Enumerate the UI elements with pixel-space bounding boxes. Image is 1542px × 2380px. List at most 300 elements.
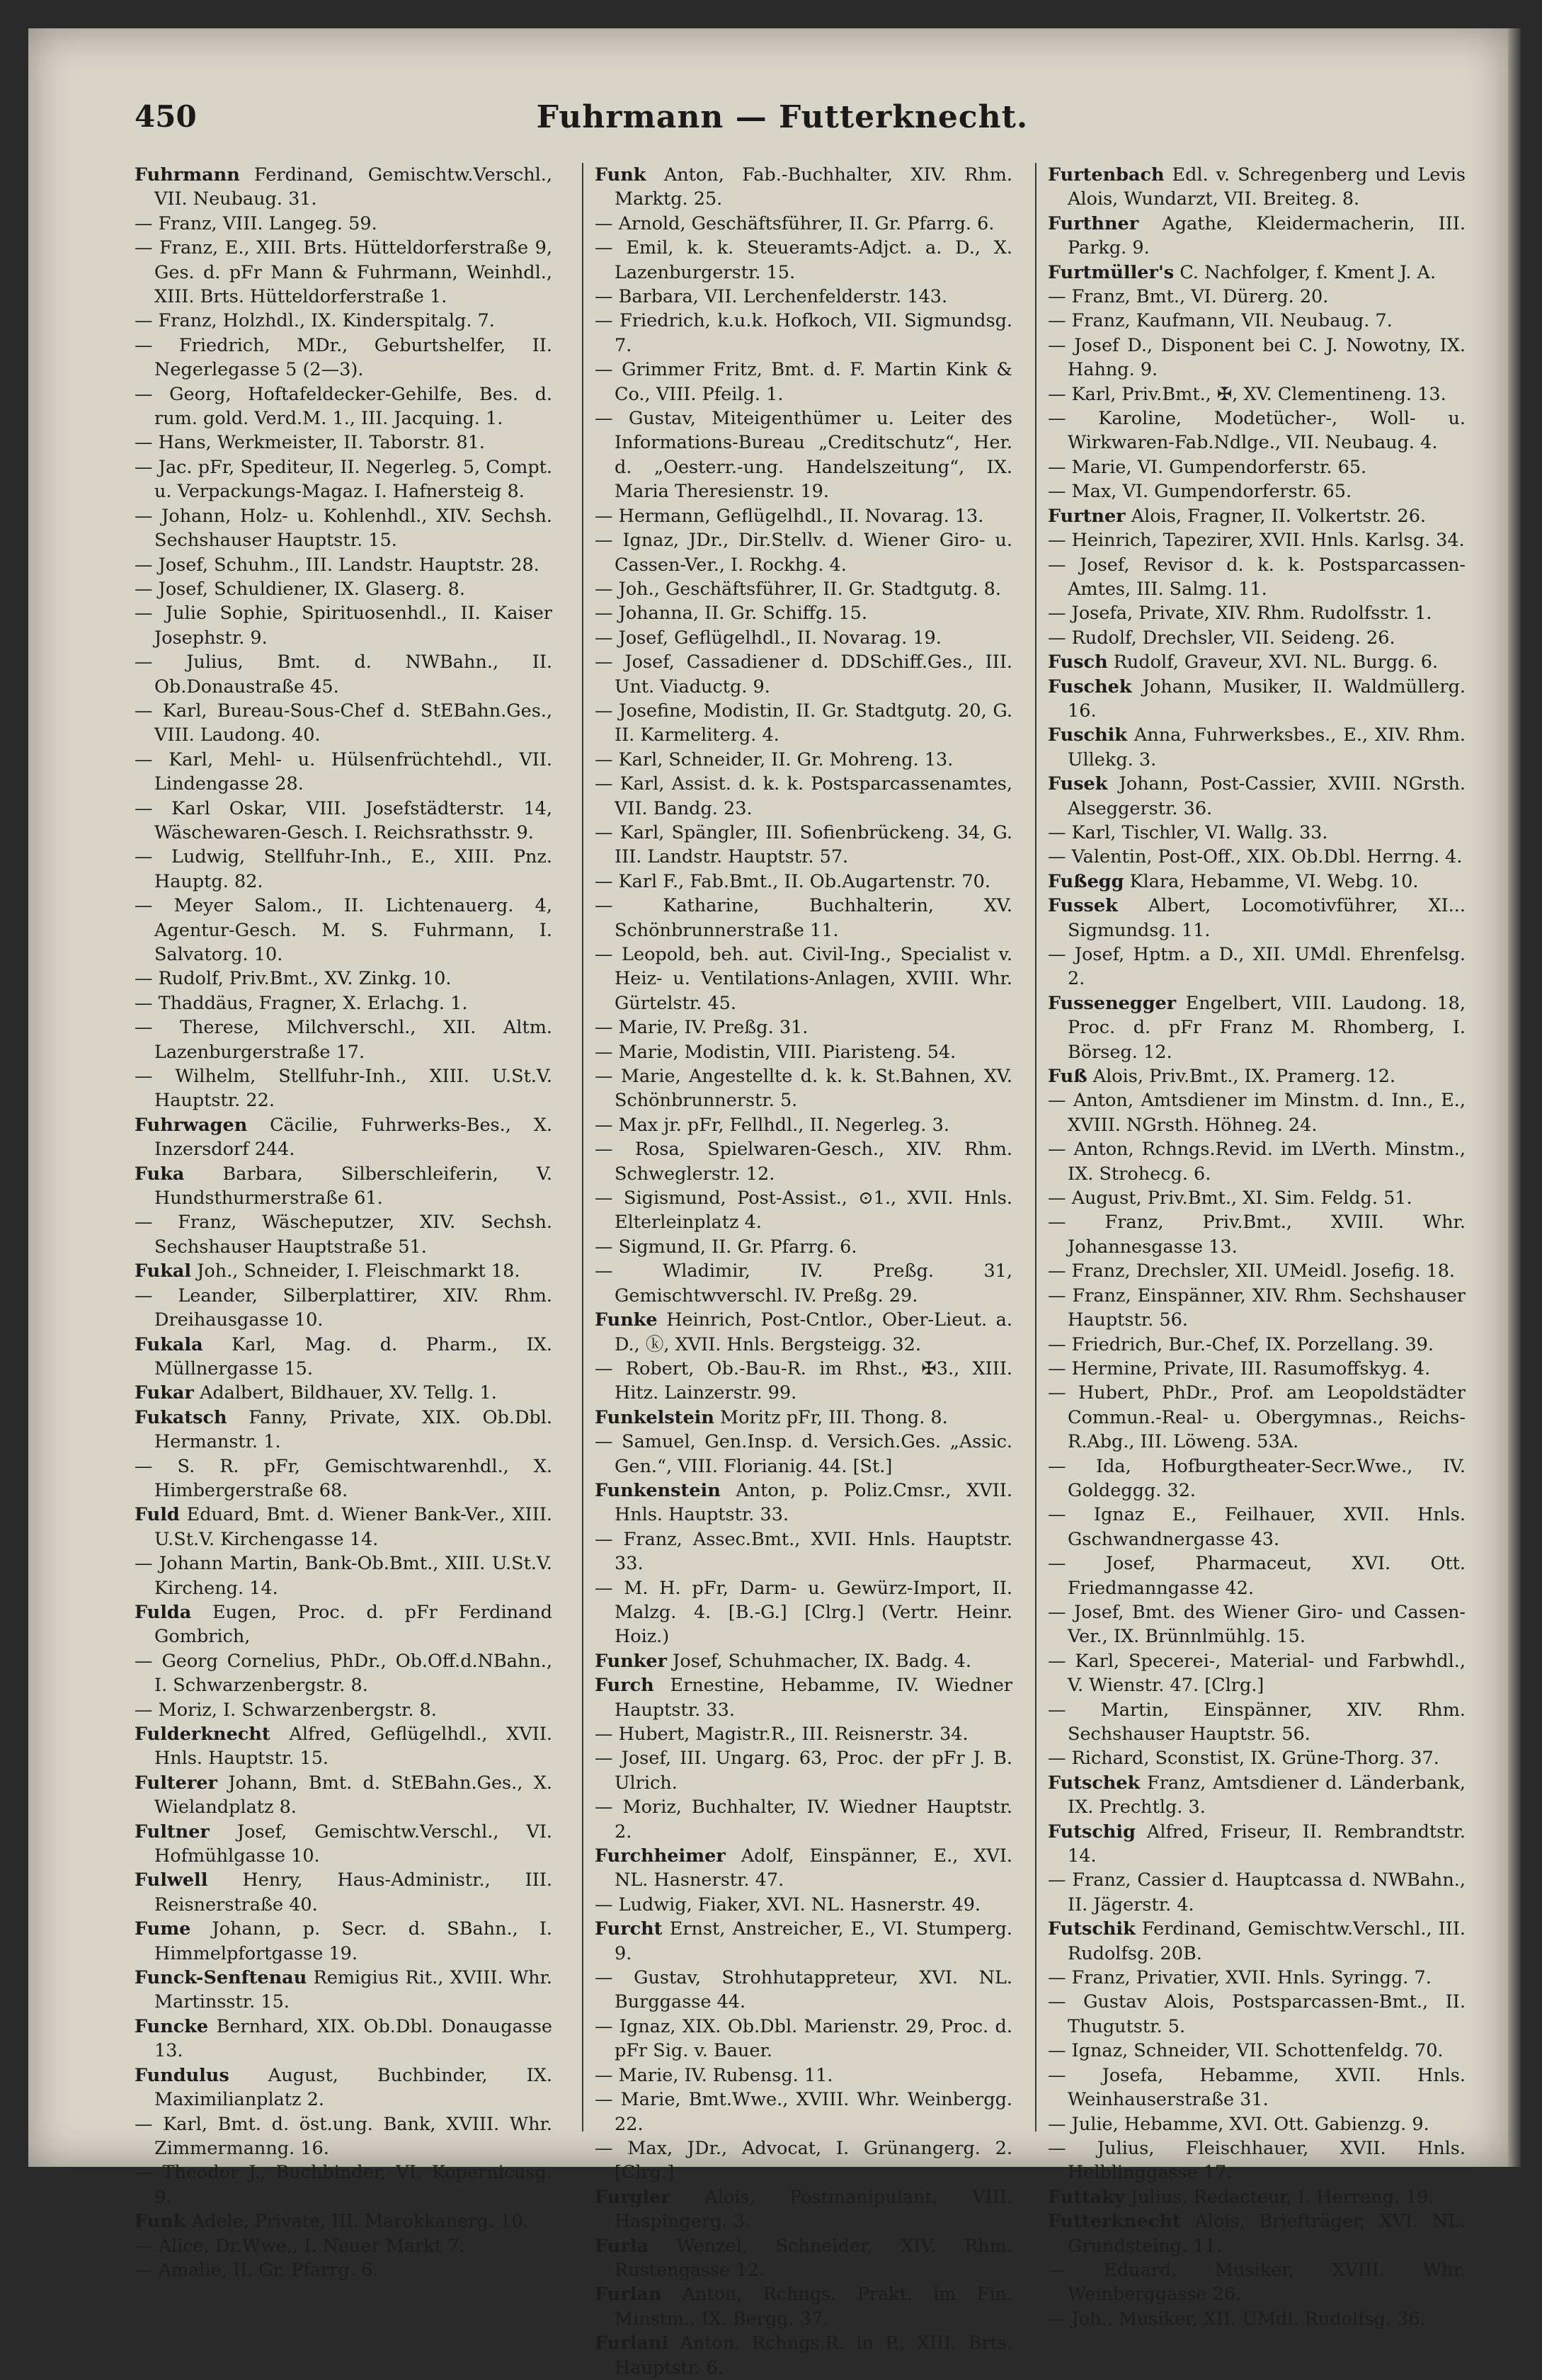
entry-details: Anton, p. Poliz.Cmsr., XVII. Hnls. Hauptstr. 33.	[615, 1479, 1012, 1526]
entry-details: — Karl, Bureau-Sous-Chef d. StEBahn.Ges., VIII. Laudong. 40.	[135, 700, 552, 746]
entry-details: — Ignaz, JDr., Dir.Stellv. d. Wiener Giro- u. Cassen-Ver., I. Rockhg. 4.	[595, 530, 1012, 576]
directory-entry	[595, 1844, 1012, 1893]
entry-surname: Funke	[595, 1309, 658, 1331]
directory-entry	[135, 1503, 552, 1551]
entry-details: — Sigmund, II. Gr. Pfarrg. 6.	[595, 1236, 857, 1258]
directory-entry	[595, 212, 1012, 236]
directory-entry	[1048, 1600, 1466, 1649]
directory-entry	[595, 406, 1012, 504]
directory-entry	[1048, 1454, 1466, 1503]
directory-entry	[595, 1893, 1012, 1917]
entry-surname: Furla	[595, 2235, 649, 2257]
directory-entry	[595, 1113, 1012, 1137]
entry-surname: Furlan	[595, 2284, 662, 2306]
entry-details: Julius, Redacteur, I. Herreng. 19.	[1130, 2186, 1434, 2208]
entry-details: — Karl, Tischler, VI. Wallg. 33.	[1048, 821, 1328, 843]
directory-entry	[135, 1162, 552, 1211]
entry-details: — Hubert, PhDr., Prof. am Leopoldstädter Commun.-Real- u. Obergymnas., Reichs-R.Abg., III. Löweng. 53A.	[1048, 1382, 1466, 1453]
entry-details: — Hans, Werkmeister, II. Taborstr. 81.	[135, 432, 486, 454]
entry-details: Adolf, Einspänner, E., XVI. NL. Hasnerstr. 47.	[615, 1845, 1013, 1891]
directory-entry	[595, 1040, 1012, 1064]
directory-entry	[595, 626, 1012, 650]
entry-surname: Fussek	[1048, 895, 1118, 917]
entry-details: — Arnold, Geschäftsführer, II. Gr. Pfarrg. 6.	[595, 212, 995, 234]
entry-surname: Fundulus	[135, 2064, 229, 2086]
entry-surname: Fulterer	[135, 1772, 217, 1794]
entry-details: — Gustav, Miteigenthümer u. Leiter des Informations-Bureau „Creditschutz“, Her. d. „Oesterr.-ung. Handelszeitung“, IX. Maria Theresienstr. 19.	[595, 408, 1012, 503]
entry-details: — Rosa, Spielwaren-Gesch., XIV. Rhm. Schweglerstr. 12.	[595, 1139, 1012, 1185]
entry-details: — Barbara, VII. Lerchenfelderstr. 143.	[595, 286, 948, 308]
entry-surname: Funck-Senftenau	[135, 1967, 307, 1989]
column-divider	[582, 163, 583, 2131]
directory-entry	[1048, 943, 1466, 991]
entry-details: Wenzel, Schneider, XIV. Rhm. Rustengasse 12.	[615, 2235, 1013, 2281]
entry-surname: Fuschik	[1048, 724, 1127, 746]
entry-details: — Anton, Amtsdiener im Minstm. d. Inn., E., XVIII. NGrsth. Höhneg. 24.	[1048, 1090, 1466, 1136]
entry-details: Alois, Postmanipulant, VIII. Haspingerg. 3.	[615, 2186, 1013, 2233]
directory-entry	[595, 772, 1012, 821]
entry-details: — Moriz, I. Schwarzenbergstr. 8.	[135, 1699, 437, 1721]
directory-entry	[1048, 1771, 1466, 1820]
directory-entry	[1048, 479, 1466, 503]
entry-details: — Josef, Bmt. des Wiener Giro- und Cassen-Ver., IX. Brünnlmühlg. 15.	[1048, 1601, 1466, 1648]
entry-details: — Franz, Wäscheputzer, XIV. Sechsh. Sechshauser Hauptstraße 51.	[135, 1212, 552, 1258]
directory-entry	[1048, 2258, 1466, 2307]
directory-entry	[1048, 261, 1466, 285]
directory-entry	[135, 650, 552, 699]
directory-entry	[595, 1235, 1012, 1259]
entry-details: Karl, Mag. d. Pharm., IX. Müllnergasse 15.	[154, 1333, 552, 1379]
entry-details: — Valentin, Post-Off., XIX. Ob.Dbl. Herrng. 4.	[1048, 846, 1463, 868]
directory-entry	[595, 163, 1012, 212]
entry-details: Ferdinand, Gemischtw.Verschl., VII. Neubaug. 31.	[154, 164, 552, 210]
directory-entry	[135, 1113, 552, 1162]
entry-details: — Josef, Revisor d. k. k. Postsparcassen-Amtes, III. Salmg. 11.	[1048, 554, 1466, 600]
entry-details: Alfred, Friseur, II. Rembrandtstr. 14.	[1068, 1821, 1466, 1867]
directory-entry	[595, 1746, 1012, 1795]
entry-details: — M. H. pFr, Darm- u. Gewürz-Import, II. Malzg. 4. [B.-G.] [Clrg.] (Vertr. Heinr. Hoiz.)	[595, 1577, 1012, 1648]
entry-surname: Fuß	[1048, 1066, 1087, 1088]
directory-entry	[135, 1064, 552, 1113]
directory-entry	[595, 1795, 1012, 1844]
page-title: Fuhrmann — Futterknecht.	[536, 99, 1029, 135]
entry-details: — Leopold, beh. aut. Civil-Ing., Specialist v. Heiz- u. Ventilations-Anlagen, XVIII. Whr. Gürtelstr. 45.	[595, 944, 1012, 1014]
entry-details: — Josefa, Private, XIV. Rhm. Rudolfsstr. 1.	[1048, 603, 1432, 625]
entry-details: Cäcilie, Fuhrwerks-Bes., X. Inzersdorf 244.	[154, 1114, 552, 1161]
directory-entry	[135, 309, 552, 333]
directory-entry	[135, 967, 552, 991]
directory-entry	[135, 1406, 552, 1454]
directory-entry	[595, 1064, 1012, 1113]
entry-details: — S. R. pFr, Gemischtwarenhdl., X. Himbergerstraße 68.	[135, 1455, 552, 1501]
directory-entry	[135, 797, 552, 845]
entry-surname: Fuschek	[1048, 676, 1132, 698]
directory-entry	[1048, 2112, 1466, 2136]
entry-details: — Franz, E., XIII. Brts. Hütteldorferstraße 9, Ges. d. pFr Mann & Fuhrmann, Weinhdl., XIII. Brts. Hütteldorferstraße 1.	[135, 237, 552, 308]
entry-details: Anton, Rchngs.R. in P., XIII. Brts. Hauptstr. 6.	[615, 2333, 1012, 2379]
directory-entry	[1048, 2136, 1466, 2185]
directory-entry	[135, 577, 552, 601]
directory-entry	[135, 2015, 552, 2063]
directory-entry	[595, 2185, 1012, 2234]
entry-details: Ernst, Anstreicher, E., VI. Stumperg. 9.	[615, 1918, 1012, 1964]
directory-entry	[135, 1454, 552, 1503]
entry-details: — Johann, Holz- u. Kohlenhdl., XIV. Sechsh. Sechshauser Hauptstr. 15.	[135, 505, 552, 552]
directory-entry	[135, 2234, 552, 2258]
directory-entry	[1048, 772, 1466, 821]
directory-entry	[595, 1576, 1012, 1649]
entry-details: — Samuel, Gen.Insp. d. Versich.Ges. „Assic. Gen.“, VIII. Florianig. 44. [St.]	[595, 1431, 1012, 1477]
entry-details: — Marie, VI. Gumpendorferstr. 65.	[1048, 456, 1367, 478]
entry-details: — Franz, Priv.Bmt., XVIII. Whr. Johannesgasse 13.	[1048, 1212, 1466, 1258]
entry-details: — Meyer Salom., II. Lichtenauerg. 4, Agentur-Gesch. M. S. Fuhrmann, I. Salvatorg. 10.	[135, 895, 552, 965]
entry-surname: Fußegg	[1048, 870, 1124, 892]
directory-entry	[1048, 1649, 1466, 1698]
directory-page	[28, 28, 1508, 2379]
directory-entry	[595, 1357, 1012, 1406]
directory-entry	[1048, 406, 1466, 455]
directory-entry	[1048, 1357, 1466, 1381]
directory-entry	[595, 1259, 1012, 1308]
directory-entry	[595, 1479, 1012, 1527]
directory-entry	[135, 1722, 552, 1771]
directory-entry	[1048, 1698, 1466, 1747]
entry-surname: Funkenstein	[595, 1479, 721, 1501]
entry-details: Barbara, Silberschleiferin, V. Hundsthurmerstraße 61.	[154, 1163, 552, 1209]
directory-entry	[595, 1430, 1012, 1479]
entry-details: — Marie, IV. Rubensg. 11.	[595, 2064, 833, 2086]
entry-surname: Furtner	[1048, 505, 1126, 527]
directory-entry	[135, 431, 552, 455]
directory-entry	[135, 455, 552, 504]
entry-details: — August, Priv.Bmt., XI. Sim. Feldg. 51.	[1048, 1188, 1412, 1209]
entry-details: Josef, Gemischtw.Verschl., VI. Hofmühlgasse 10.	[154, 1821, 552, 1867]
entry-surname: Fuld	[135, 1504, 180, 1526]
entry-details: Josef, Schuhmacher, IX. Badg. 4.	[673, 1650, 972, 1672]
directory-entry	[135, 236, 552, 309]
directory-entry	[135, 1771, 552, 1820]
directory-entry	[595, 1015, 1012, 1040]
entry-details: Johann, Post-Cassier, XVIII. NGrsth. Alseggerstr. 36.	[1068, 773, 1466, 819]
entry-surname: Fuhrmann	[135, 164, 240, 186]
entry-details: — Franz, Cassier d. Hauptcassa d. NWBahn., II. Jägerstr. 4.	[1048, 1869, 1466, 1915]
directory-entry	[595, 1917, 1012, 1966]
directory-entry	[135, 2112, 552, 2161]
directory-entry	[135, 504, 552, 553]
directory-entry	[135, 1381, 552, 1405]
entry-details: — Ignaz E., Feilhauer, XVII. Hnls. Gschwandnergasse 43.	[1048, 1504, 1466, 1550]
entry-surname: Futschek	[1048, 1772, 1141, 1794]
entry-surname: Fuhrwagen	[135, 1114, 248, 1136]
directory-entry	[135, 2063, 552, 2112]
entry-surname: Fukal	[135, 1260, 192, 1282]
entry-details: — Max, VI. Gumpendorferstr. 65.	[1048, 481, 1352, 503]
entry-details: — Friedrich, Bur.-Chef, IX. Porzellang. 39.	[1048, 1333, 1434, 1355]
entry-details: — Wladimir, IV. Preßg. 31, Gemischtwverschl. IV. Preßg. 29.	[595, 1260, 1012, 1306]
directory-entry	[1048, 285, 1466, 309]
entry-details: — Georg Cornelius, PhDr., Ob.Off.d.NBahn., I. Schwarzenbergstr. 8.	[135, 1650, 552, 1697]
entry-details: — Karl Oskar, VIII. Josefstädterstr. 14, Wäschewaren-Gesch. I. Reichsrathsstr. 9.	[135, 797, 552, 843]
entry-details: — Friedrich, MDr., Geburtshelfer, II. Negerlegasse 5 (2—3).	[135, 334, 552, 381]
entry-details: — Johanna, II. Gr. Schiffg. 15.	[595, 603, 867, 625]
entry-details: — Hubert, Magistr.R., III. Reisnerstr. 34.	[595, 1724, 969, 1745]
directory-entry	[595, 1406, 1012, 1430]
entry-details: Alfred, Geflügelhdl., XVII. Hnls. Hauptstr. 15.	[154, 1724, 553, 1770]
entry-details: — Theodor J., Buchbinder, VI. Kopernicusg. 9.	[135, 2162, 552, 2208]
entry-details: — Rudolf, Priv.Bmt., XV. Zinkg. 10.	[135, 968, 452, 990]
directory-entry	[595, 601, 1012, 625]
directory-column-1	[135, 163, 553, 2281]
directory-entry	[595, 2331, 1012, 2380]
entry-details: — Ludwig, Stellfuhr-Inh., E., XIII. Pnz. Hauptg. 82.	[135, 846, 552, 892]
directory-entry	[1048, 2063, 1466, 2112]
entry-details: — Marie, Bmt.Wwe., XVIII. Whr. Weinbergg. 22.	[595, 2089, 1012, 2135]
directory-entry	[135, 163, 552, 212]
entry-surname: Fulwell	[135, 1869, 208, 1891]
directory-entry	[135, 1333, 552, 1382]
directory-entry	[1048, 1088, 1466, 1137]
entry-details: Anton, Rchngs. Prakt. im Fin. Minstm., IX. Bergg. 37.	[615, 2284, 1012, 2330]
directory-entry	[1048, 2039, 1466, 2063]
directory-entry	[1048, 1551, 1466, 1600]
directory-entry	[1048, 870, 1466, 894]
entry-details: — Julie Sophie, Spirituosenhdl., II. Kaiser Josephstr. 9.	[135, 603, 552, 649]
page-edge	[1508, 28, 1521, 2167]
directory-entry	[135, 1551, 552, 1600]
directory-entry	[1048, 334, 1466, 382]
entry-surname: Fukar	[135, 1382, 194, 1404]
directory-entry	[1048, 163, 1466, 212]
directory-entry	[135, 212, 552, 236]
entry-details: — Therese, Milchverschl., XII. Altm. Lazenburgerstraße 17.	[135, 1017, 552, 1063]
entry-details: — Karl, Specerei-, Material- und Farbwhdl., V. Wienstr. 47. [Clrg.]	[1048, 1650, 1466, 1697]
directory-entry	[1048, 1966, 1466, 1990]
entry-details: Engelbert, VIII. Laudong. 18, Proc. d. pFr Franz M. Rhomberg, I. Börseg. 12.	[1068, 992, 1466, 1063]
directory-entry	[595, 894, 1012, 943]
entry-details: — Ludwig, Fiaker, XVI. NL. Hasnerstr. 49.	[595, 1894, 981, 1915]
entry-details: — Moriz, Buchhalter, IV. Wiedner Hauptstr. 2.	[595, 1797, 1012, 1843]
entry-surname: Fusch	[1048, 651, 1108, 673]
directory-entry	[135, 991, 552, 1015]
directory-entry	[595, 2234, 1012, 2283]
entry-details: — Max jr. pFr, Fellhdl., II. Negerleg. 3.	[595, 1114, 949, 1136]
entry-details: — Josef D., Disponent bei C. J. Nowotny, IX. Hahng. 9.	[1048, 334, 1466, 381]
entry-surname: Funk	[595, 164, 646, 186]
entry-details: Heinrich, Post-Cntlor., Ober-Lieut. a. D., ⓚ, XVII. Hnls. Bergsteigg. 32.	[615, 1309, 1012, 1355]
entry-details: Ernestine, Hebamme, IV. Wiedner Hauptstr. 33.	[615, 1675, 1013, 1721]
entry-details: — Josef, Schuldiener, IX. Glaserg. 8.	[135, 578, 465, 600]
entry-details: — Josef, Pharmaceut, XVI. Ott. Friedmanngasse 42.	[1048, 1553, 1466, 1599]
entry-surname: Fukatsch	[135, 1406, 227, 1428]
directory-entry	[1048, 1820, 1466, 1869]
entry-details: Anna, Fuhrwerksbes., E., XIV. Rhm. Ullekg. 3.	[1068, 724, 1466, 770]
entry-details: — Emil, k. k. Steueramts-Adjct. a. D., X. Lazenburgerstr. 15.	[595, 237, 1012, 283]
entry-details: Adele, Private, III. Marokkanerg. 10.	[191, 2211, 529, 2233]
entry-details: — Max, JDr., Advocat, I. Grünangerg. 2. [Clrg.]	[595, 2137, 1012, 2184]
directory-column-2	[595, 163, 1013, 2379]
entry-surname: Furthner	[1048, 212, 1139, 234]
directory-entry	[135, 1649, 552, 1698]
entry-details: — Eduard, Musiker, XVIII. Whr. Weinberggasse 26.	[1048, 2259, 1466, 2306]
directory-entry	[1048, 212, 1466, 261]
entry-details: — Josef, Hptm. a D., XII. UMdl. Ehrenfelsg. 2.	[1048, 944, 1466, 990]
entry-details: — Joh., Musiker, XII. UMdl. Rudolfsg. 36.	[1048, 2308, 1426, 2330]
directory-entry	[595, 358, 1012, 406]
entry-details: — Sigismund, Post-Assist., ⊙1., XVII. Hnls. Elterleinplatz 4.	[595, 1188, 1012, 1234]
directory-entry	[595, 1649, 1012, 1673]
entry-details: — Johann Martin, Bank-Ob.Bmt., XIII. U.St.V. Kircheng. 14.	[135, 1553, 552, 1599]
entry-details: — Alice, Dr.Wwe., I. Neuer Markt 7.	[135, 2235, 465, 2257]
directory-entry	[1048, 845, 1466, 869]
entry-details: — Karl, Bmt. d. öst.ung. Bank, XVIII. Whr. Zimmermanng. 16.	[135, 2113, 552, 2159]
entry-details: — Marie, IV. Preßg. 31.	[595, 1017, 809, 1039]
entry-details: Joh., Schneider, I. Fleischmarkt 18.	[197, 1260, 520, 1282]
directory-entry	[1048, 675, 1466, 724]
entry-details: — Franz, Assec.Bmt., XVII. Hnls. Hauptstr. 33.	[595, 1528, 1012, 1575]
directory-entry	[1048, 1333, 1466, 1357]
entry-details: C. Nachfolger, f. Kment J. A.	[1180, 261, 1437, 283]
entry-details: Albert, Locomotivführer, XI... Sigmundsg. 11.	[1068, 895, 1466, 941]
entry-details: — Anton, Rchngs.Revid. im LVerth. Minstm., IX. Strohecg. 6.	[1048, 1139, 1466, 1185]
directory-entry	[135, 1259, 552, 1283]
directory-entry	[135, 1820, 552, 1869]
entry-details: Remigius Rit., XVIII. Whr. Martinsstr. 15.	[154, 1967, 552, 2013]
directory-entry	[1048, 2185, 1466, 2209]
directory-entry	[595, 870, 1012, 894]
directory-entry	[1048, 1917, 1466, 1966]
entry-details: — Katharine, Buchhalterin, XV. Schönbrunnerstraße 11.	[595, 895, 1012, 941]
directory-entry	[135, 1015, 552, 1064]
directory-entry	[1048, 601, 1466, 625]
directory-entry	[595, 1673, 1012, 1722]
directory-entry	[595, 699, 1012, 748]
entry-details: — Martin, Einspänner, XIV. Rhm. Sechshauser Hauptstr. 56.	[1048, 1699, 1466, 1745]
entry-details: Bernhard, XIX. Ob.Dbl. Donaugasse 13.	[154, 2015, 552, 2062]
entry-surname: Furtenbach	[1048, 164, 1165, 186]
directory-entry	[135, 845, 552, 894]
directory-entry	[595, 650, 1012, 699]
entry-details: — Franz, Holzhdl., IX. Kinderspitalg. 7.	[135, 310, 495, 332]
entry-details: — Gustav, Strohhutappreteur, XVI. NL. Burggasse 44.	[595, 1967, 1012, 2013]
directory-entry	[135, 2258, 552, 2282]
entry-details: — Josef, Schuhm., III. Landstr. Hauptstr. 28.	[135, 554, 539, 576]
entry-details: — Jac. pFr, Spediteur, II. Negerleg. 5, Compt. u. Verpackungs-Magaz. I. Hafnersteig 8.	[135, 456, 552, 503]
entry-surname: Funker	[595, 1650, 668, 1672]
entry-surname: Fussenegger	[1048, 992, 1177, 1014]
entry-details: Agathe, Kleidermacherin, III. Parkg. 9.	[1068, 212, 1466, 259]
entry-details: — Josef, Geflügelhdl., II. Novarag. 19.	[595, 627, 942, 649]
directory-entry	[595, 577, 1012, 601]
entry-details: Eugen, Proc. d. pFr Ferdinand Gombrich,	[154, 1601, 553, 1648]
entry-details: Moritz pFr, III. Thong. 8.	[720, 1406, 948, 1428]
directory-entry	[595, 528, 1012, 577]
directory-entry	[595, 2088, 1012, 2136]
directory-entry	[135, 553, 552, 577]
directory-entry	[1048, 1503, 1466, 1551]
entry-details: — Wilhelm, Stellfuhr-Inh., XIII. U.St.V. Hauptstr. 22.	[135, 1066, 552, 1112]
directory-entry	[1048, 1210, 1466, 1259]
directory-entry	[1048, 1186, 1466, 1210]
directory-entry	[135, 1600, 552, 1649]
entry-surname: Fulda	[135, 1601, 192, 1623]
directory-entry	[595, 2015, 1012, 2063]
entry-details: — Julius, Bmt. d. NWBahn., II. Ob.Donaustraße 45.	[135, 651, 552, 698]
entry-details: — Karoline, Modetücher-, Woll- u. Wirkwaren-Fab.Ndlge., VII. Neubaug. 4.	[1048, 408, 1466, 454]
entry-surname: Funk	[135, 2211, 186, 2233]
entry-details: — Heinrich, Tapezirer, XVII. Hnls. Karlsg. 34.	[1048, 530, 1465, 552]
entry-surname: Funkelstein	[595, 1406, 714, 1428]
entry-details: — Ignaz, Schneider, VII. Schottenfeldg. 70.	[1048, 2040, 1444, 2062]
directory-entry	[595, 285, 1012, 309]
entry-details: — Richard, Sconstist, IX. Grüne-Thorg. 37.	[1048, 1748, 1439, 1770]
entry-details: — Amalie, II. Gr. Pfarrg. 6.	[135, 2259, 379, 2281]
entry-details: — Hermann, Geflügelhdl., II. Novarag. 13.	[595, 505, 984, 527]
directory-entry	[595, 2136, 1012, 2185]
column-divider	[1035, 163, 1036, 2131]
entry-details: — Franz, Privatier, XVII. Hnls. Syringg. 7.	[1048, 1967, 1432, 1989]
directory-entry	[1048, 2307, 1466, 2331]
entry-details: Alois, Priv.Bmt., IX. Pramerg. 12.	[1092, 1066, 1396, 1088]
directory-entry	[1048, 1259, 1466, 1283]
entry-surname: Furch	[595, 1675, 654, 1697]
directory-entry	[1048, 382, 1466, 406]
directory-entry	[595, 236, 1012, 285]
entry-details: — Friedrich, k.u.k. Hofkoch, VII. Sigmundsg. 7.	[595, 310, 1012, 356]
directory-entry	[135, 1868, 552, 1917]
directory-entry	[595, 2282, 1012, 2331]
entry-details: — Ida, Hofburgtheater-Secr.Wwe., IV. Goldeggg. 32.	[1048, 1455, 1466, 1501]
entry-surname: Funcke	[135, 2015, 209, 2037]
entry-surname: Fukala	[135, 1333, 203, 1355]
directory-entry	[135, 382, 552, 431]
page-header	[135, 99, 1430, 149]
directory-entry	[1048, 821, 1466, 845]
entry-details: Edl. v. Schregenberg und Levis Alois, Wundarzt, VII. Breiteg. 8.	[1068, 164, 1466, 210]
entry-surname: Futschik	[1048, 1918, 1136, 1940]
entry-surname: Futschig	[1048, 1821, 1136, 1843]
entry-surname: Furcht	[595, 1918, 663, 1940]
entry-details: — Karl, Spängler, III. Sofienbrückeng. 34, G. III. Landstr. Hauptstr. 57.	[595, 821, 1012, 868]
directory-entry	[1048, 1064, 1466, 1088]
directory-column-3	[1048, 163, 1466, 2330]
entry-details: Anton, Fab.-Buchhalter, XIV. Rhm. Marktg. 25.	[615, 164, 1012, 210]
entry-details: Franz, Amtsdiener d. Länderbank, IX. Prechtlg. 3.	[1068, 1772, 1466, 1818]
entry-details: Johann, Bmt. d. StEBahn.Ges., X. Wielandplatz 8.	[154, 1772, 552, 1818]
directory-entry	[1048, 894, 1466, 943]
entry-details: Henry, Haus-Administr., III. Reisnerstraße 40.	[154, 1869, 552, 1915]
entry-surname: Fusek	[1048, 773, 1108, 795]
entry-details: Rudolf, Graveur, XVI. NL. Burgg. 6.	[1113, 651, 1439, 673]
entry-details: Alois, Fragner, II. Volkertstr. 26.	[1131, 505, 1427, 527]
directory-entry	[135, 334, 552, 382]
entry-details: — Rudolf, Drechsler, VII. Seideng. 26.	[1048, 627, 1395, 649]
entry-surname: Furgler	[595, 2186, 670, 2208]
entry-details: — Karl F., Fab.Bmt., II. Ob.Augartenstr. 70.	[595, 870, 990, 892]
entry-surname: Fultner	[135, 1821, 210, 1843]
entry-surname: Furtmüller's	[1048, 261, 1175, 283]
entry-details: — Karl, Priv.Bmt., ✠, XV. Clementineng. 13.	[1048, 383, 1446, 405]
entry-details: Fanny, Private, XIX. Ob.Dbl. Hermanstr. 1.	[154, 1406, 552, 1453]
directory-entry	[1048, 1137, 1466, 1186]
entry-details: Alois, Briefträger, XVI. NL. Grundsteing. 11.	[1068, 2211, 1466, 2257]
entry-surname: Futterknecht	[1048, 2211, 1181, 2233]
directory-entry	[135, 2160, 552, 2209]
entry-details: — Josefa, Hebamme, XVII. Hnls. Weinhauserstraße 31.	[1048, 2064, 1466, 2111]
entry-details: — Grimmer Fritz, Bmt. d. F. Martin Kink & Co., VIII. Pfeilg. 1.	[595, 359, 1012, 405]
entry-details: Ferdinand, Gemischtw.Verschl., III. Rudolfsg. 20B.	[1068, 1918, 1466, 1964]
directory-entry	[1048, 504, 1466, 528]
directory-entry	[1048, 309, 1466, 333]
